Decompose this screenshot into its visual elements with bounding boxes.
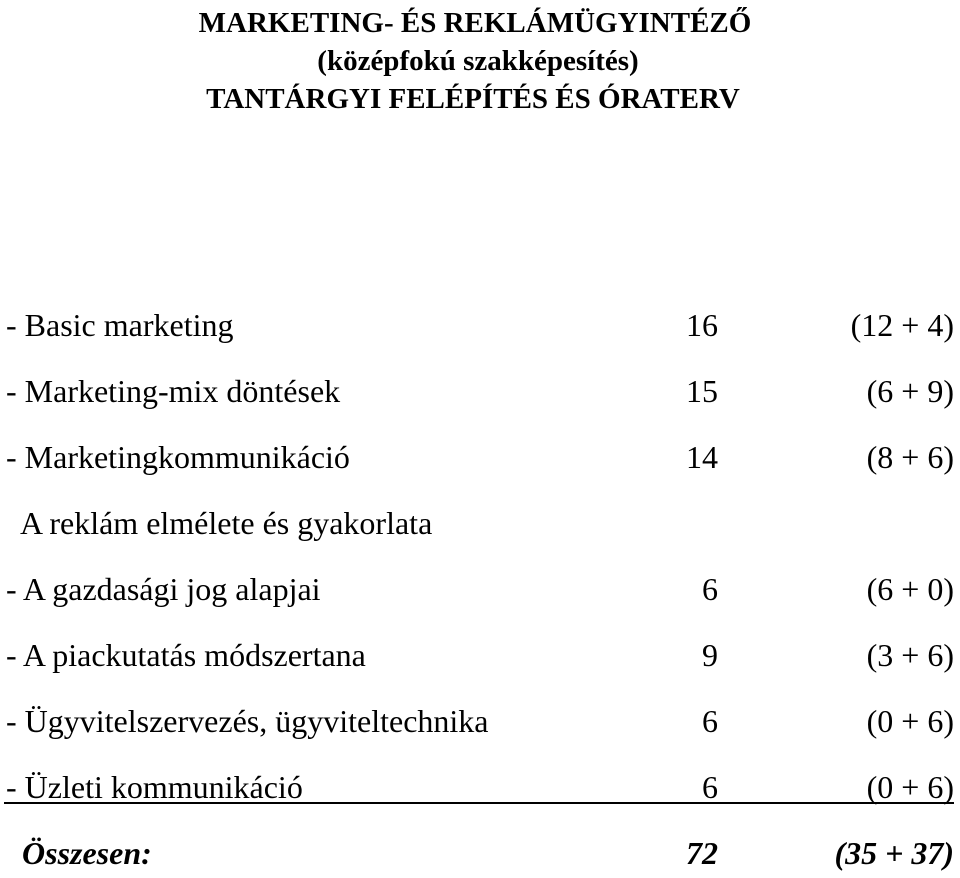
- subject-name: - A piackutatás módszertana: [6, 637, 366, 673]
- document-title: MARKETING- ÉS REKLÁMÜGYINTÉZŐ: [198, 7, 752, 39]
- subject-hours: 15: [686, 373, 718, 409]
- subject-hours-split: (6 + 0): [866, 571, 954, 607]
- document-subtitle: (középfokú szakképesítés): [317, 45, 639, 77]
- table-row: [0, 630, 960, 696]
- total-divider-line: [4, 802, 954, 804]
- subject-hours: 6: [702, 571, 718, 607]
- subject-name: - Ügyvitelszervezés, ügyviteltechnika: [6, 703, 489, 739]
- subject-hours-split: (0 + 6): [866, 769, 954, 805]
- table-row: [0, 696, 960, 762]
- subject-hours: 16: [686, 307, 718, 343]
- table-row: [0, 300, 960, 366]
- subject-name: - Basic marketing: [6, 307, 234, 343]
- subject-hours: 14: [686, 439, 718, 475]
- curriculum-table: [0, 300, 960, 828]
- subject-hours: 6: [702, 769, 718, 805]
- subject-hours-split: (0 + 6): [866, 703, 954, 739]
- table-row-section-heading: [0, 498, 960, 564]
- total-label: Összesen:: [22, 835, 152, 871]
- table-row: [0, 432, 960, 498]
- subject-hours-split: (8 + 6): [866, 439, 954, 475]
- subject-hours-split: (6 + 9): [866, 373, 954, 409]
- section-heading: A reklám elmélete és gyakorlata: [20, 505, 433, 541]
- subject-name: - Marketingkommunikáció: [6, 439, 350, 475]
- document-heading: TANTÁRGYI FELÉPÍTÉS ÉS ÓRATERV: [206, 83, 740, 115]
- table-row: [0, 762, 960, 828]
- subject-name: - Üzleti kommunikáció: [6, 769, 303, 805]
- table-row: [0, 564, 960, 630]
- subject-name: - Marketing-mix döntések: [6, 373, 341, 409]
- subject-hours: 6: [702, 703, 718, 739]
- total-hours-split: (35 + 37): [834, 835, 954, 871]
- subject-hours-split: (3 + 6): [866, 637, 954, 673]
- subject-hours: 9: [702, 637, 718, 673]
- total-hours: 72: [686, 835, 718, 871]
- subject-name: - A gazdasági jog alapjai: [6, 571, 321, 607]
- subject-hours-split: (12 + 4): [850, 307, 954, 343]
- document-header: [0, 4, 960, 118]
- total-row: [0, 828, 960, 878]
- table-row: [0, 366, 960, 432]
